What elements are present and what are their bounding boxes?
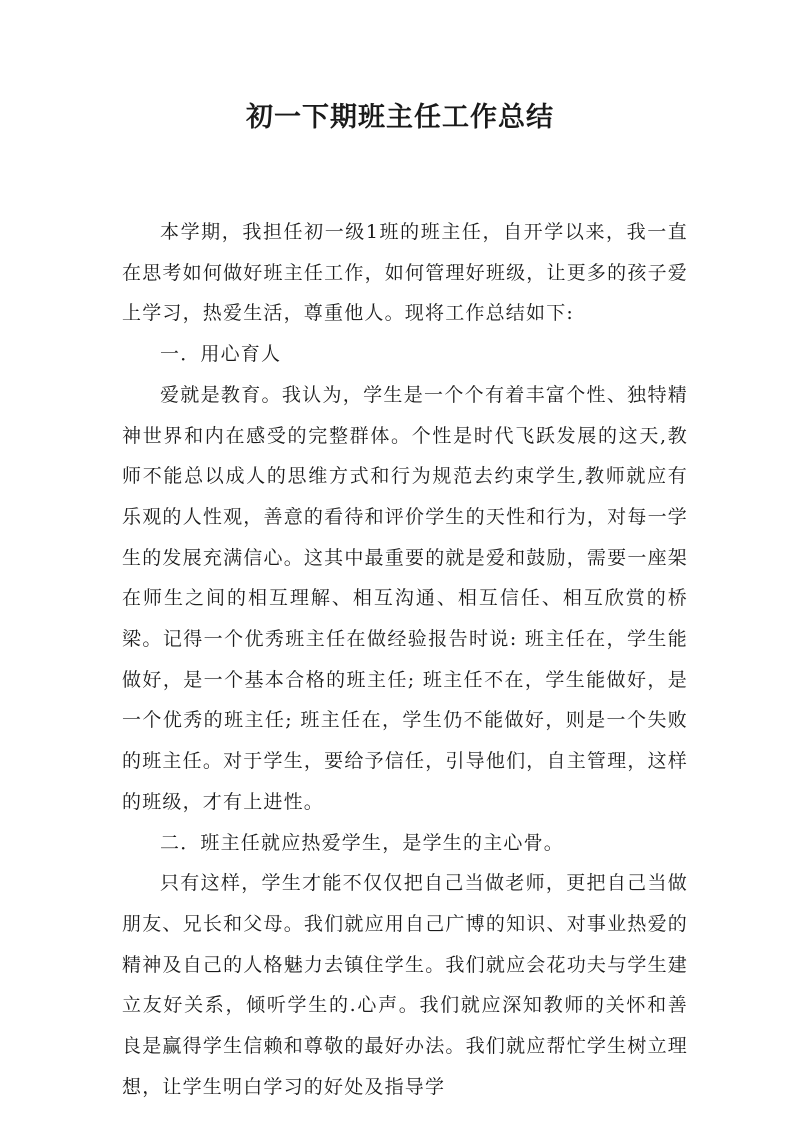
paragraph-intro: 本学期，我担任初一级1班的班主任，自开学以来，我一直在思考如何做好班主任工作，如何管理好班级，让更多的孩子爱上学习，热爱生活，尊重他人。现将工作总结如下: — [122, 221, 688, 325]
document-body — [122, 212, 688, 1107]
section-heading-1: 一．用心育人 — [160, 343, 282, 366]
document-title: 初一下期班主任工作总结 — [246, 102, 554, 133]
section-heading-2: 二．班主任就应热爱学生，是学生的主心骨。 — [160, 831, 565, 854]
paragraph-section-2: 只有这样，学生才能不仅仅把自己当做老师，更把自己当做朋友、兄长和父母。我们就应用自己广博的知识、对事业热爱的精神及自己的人格魅力去镇住学生。我们就应会花功夫与学生建立友好关系，倾听学生的.心声。我们就应深知教师的关怀和善良是赢得学生信赖和尊敬的最好办法。我们就应帮忙学生树立理想，让学生明白学习的好处及指导学 — [122, 872, 688, 1098]
paragraph-section-1: 爱就是教育。我认为，学生是一个个有着丰富个性、独特精神世界和内在感受的完整群体。个性是时代飞跃发展的这天,教师不能总以成人的思维方式和行为规范去约束学生,教师就应有乐观的人性观，善意的看待和评价学生的天性和行为，对每一学生的发展充满信心。这其中最重要的就是爱和鼓励，需要一座架在师生之间的相互理解、相互沟通、相互信任、相互欣赏的桥梁。记得一个优秀班主任在做经验报告时说: 班主任在，学生能做好，是一个基本合格的班主任; 班主任不在，学生能做好，是一个优秀的班主任; 班主任在，学生仍不能做好，则是一个失败的班主任。对于学生，要给予信任，引导他们，自主管理，这样的班级，才有上进性。 — [122, 383, 688, 813]
